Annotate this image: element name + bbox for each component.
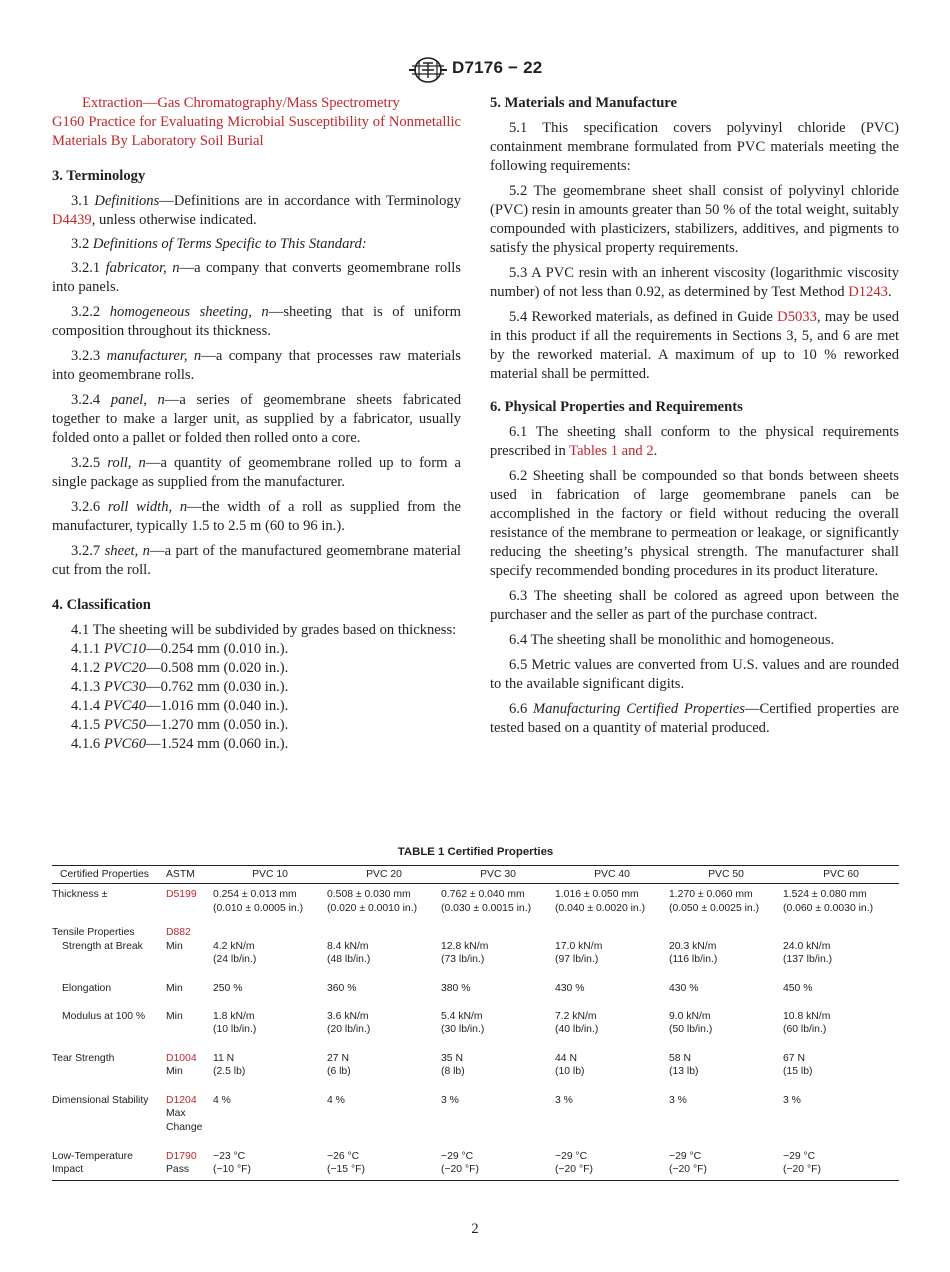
column-header: PVC 60	[823, 868, 859, 880]
value-cell: −29 °C (−20 °F)	[441, 1150, 479, 1176]
reference-code-link[interactable]: G160	[52, 114, 85, 130]
value-cell: 3 %	[669, 1094, 687, 1106]
link-d1243[interactable]: D1243	[848, 284, 888, 300]
reference-item	[52, 94, 461, 113]
grade-item: 4.1.4 PVC40—1.016 mm (0.040 in.).	[71, 698, 289, 714]
astm-link[interactable]: D1004	[166, 1052, 197, 1064]
paragraph-5-4: 5.4 Reworked materials, as defined in Guide D5033, may be used in this product if all the requirements in Sections 3, 5, and 6 are met by the reworked material. A maximum of up to 10 % reworked material shall be permitted.	[490, 309, 900, 382]
astm-cell	[166, 926, 213, 940]
left-column	[52, 94, 461, 754]
table-row	[52, 1010, 899, 1052]
document-id: D7176 − 22	[452, 58, 543, 77]
paragraph-5-2: 5.2 The geomembrane sheet shall consist of polyvinyl chloride (PVC) resin in amounts greater than 50 % of the total weight, suitably compounded with plasticizers, stabilizers, additives, and pigments to satisfy the physical property requirements.	[490, 183, 899, 256]
value-cell: 10.8 kN/m (60 lb/in.)	[783, 1010, 831, 1036]
column-header: PVC 10	[252, 868, 288, 880]
grade-item: 4.1.6 PVC60—1.524 mm (0.060 in.).	[71, 736, 289, 752]
astm-link[interactable]: D1204	[166, 1094, 197, 1106]
value-cell: 3 %	[441, 1094, 459, 1106]
paragraph-5-1: 5.1 This specification covers polyvinyl chloride (PVC) containment membrane formulated from PVC materials meeting the following requirements:	[490, 120, 899, 174]
value-cell: 20.3 kN/m (116 lb/in.)	[669, 940, 718, 966]
astm-cell: Min	[166, 982, 183, 994]
value-cell: 380 %	[441, 982, 471, 994]
definition-item: 3.2.4 panel, n—a series of geomembrane sheets fabricated together to make a larger unit, as supplied by a fabricator, usually folded onto a pallet or folded then rolled onto a core.	[52, 392, 461, 446]
property-cell: Thickness ±	[52, 889, 108, 901]
column-header: ASTM	[166, 868, 195, 880]
value-cell: 3.6 kN/m (20 lb/in.)	[327, 1010, 371, 1036]
section-heading-classification: 4. Classification	[52, 597, 151, 613]
astm-link[interactable]: D5199	[166, 889, 197, 901]
definition-item: 3.2.5 roll, n—a quantity of geomembrane rolled up to form a single package as supplied from the manufacturer.	[52, 455, 461, 490]
definition-item: 3.2.2 homogeneous sheeting, n—sheeting that is of uniform composition throughout its thickness.	[52, 304, 461, 339]
link-d4439[interactable]: D4439	[52, 212, 92, 228]
value-cell: 5.4 kN/m (30 lb/in.)	[441, 1010, 485, 1036]
astm-cell	[166, 884, 213, 926]
value-cell: 4.2 kN/m (24 lb/in.)	[213, 940, 257, 966]
value-cell: 0.762 ± 0.040 mm (0.030 ± 0.0015 in.)	[441, 889, 532, 914]
column-header: Certified Properties	[60, 868, 149, 880]
astm-link[interactable]: D882	[166, 926, 191, 938]
astm-link[interactable]: D1790	[166, 1150, 197, 1162]
value-cell: 4 %	[213, 1094, 231, 1106]
value-cell: 24.0 kN/m (137 lb/in.)	[783, 940, 833, 966]
reference-text[interactable]: Extraction—Gas Chromatography/Mass Spectrometry	[82, 95, 400, 111]
property-cell: Dimensional Stability	[52, 1094, 149, 1106]
paragraph-6-3: 6.3 The sheeting shall be colored as agreed upon between the purchaser and the seller as part of the purchase contract.	[490, 588, 899, 623]
section-heading-terminology: 3. Terminology	[52, 168, 146, 184]
link-tables-1-and-2[interactable]: Tables 1 and 2	[569, 443, 654, 459]
value-cell: 8.4 kN/m (48 lb/in.)	[327, 940, 371, 966]
value-cell: 58 N (13 lb)	[669, 1052, 699, 1078]
value-cell: 9.0 kN/m (50 lb/in.)	[669, 1010, 713, 1036]
value-cell: 4 %	[327, 1094, 345, 1106]
value-cell: 44 N (10 lb)	[555, 1052, 585, 1078]
value-cell: 360 %	[327, 982, 357, 994]
property-cell: Tensile Properties	[52, 926, 135, 938]
value-cell: 17.0 kN/m (97 lb/in.)	[555, 940, 603, 966]
table-row	[52, 1052, 899, 1094]
reference-item	[52, 113, 461, 151]
table-row	[52, 884, 899, 926]
page-number: 2	[471, 1221, 479, 1237]
value-cell: −29 °C (−20 °F)	[783, 1150, 821, 1176]
column-header: PVC 20	[366, 868, 402, 880]
value-cell: 1.8 kN/m (10 lb/in.)	[213, 1010, 257, 1036]
paragraph-4-1: 4.1 The sheeting will be subdivided by grades based on thickness:	[71, 622, 457, 638]
table-row	[52, 982, 899, 1010]
column-header: PVC 30	[480, 868, 516, 880]
value-cell: −23 °C (−10 °F)	[213, 1150, 251, 1176]
paragraph-6-1: 6.1 The sheeting shall conform to the physical requirements prescribed in Tables 1 and 2.	[490, 424, 899, 459]
paragraph-6-4: 6.4 The sheeting shall be monolithic and homogeneous.	[509, 632, 835, 648]
astm-cell: Min	[166, 1010, 183, 1022]
table-1	[52, 846, 899, 1181]
paragraph-6-6: 6.6 Manufacturing Certified Properties—Certified properties are tested based on a quantity of material produced.	[490, 701, 899, 736]
column-header: PVC 50	[708, 868, 744, 880]
value-cell: 35 N (8 lb)	[441, 1052, 465, 1078]
reference-text[interactable]: Practice for Evaluating Microbial Susceptibility of Nonmetallic Materials By Laboratory Soil Burial	[52, 114, 461, 149]
value-cell: 450 %	[783, 982, 813, 994]
value-cell: 1.270 ± 0.060 mm (0.050 ± 0.0025 in.)	[669, 889, 760, 914]
definition-item: 3.2.6 roll width, n—the width of a roll as supplied from the manufacturer, typically 1.5 to 2.5 m (60 to 96 in.).	[52, 499, 461, 534]
paragraph-6-5: 6.5 Metric values are converted from U.S. values and are rounded to the available significant digits.	[490, 657, 899, 692]
property-cell: Low-Temperature Impact	[52, 1150, 133, 1176]
property-cell: Modulus at 100 %	[62, 1010, 146, 1022]
table-row	[52, 926, 899, 940]
property-cell: Elongation	[62, 982, 112, 994]
table-header-row	[52, 865, 899, 884]
paragraph-5-3: 5.3 A PVC resin with an inherent viscosity (logarithmic viscosity number) of not less than 0.92, as determined by Test Method D1243.	[490, 265, 899, 300]
grade-item: 4.1.3 PVC30—0.762 mm (0.030 in.).	[71, 679, 289, 695]
value-cell: 430 %	[669, 982, 699, 994]
grade-item: 4.1.2 PVC20—0.508 mm (0.020 in.).	[71, 660, 289, 676]
grade-item: 4.1.1 PVC10—0.254 mm (0.010 in.).	[71, 641, 289, 657]
value-cell: 0.508 ± 0.030 mm (0.020 ± 0.0010 in.)	[327, 889, 418, 914]
section-heading-physical-properties: 6. Physical Properties and Requirements	[490, 399, 743, 415]
value-cell: 3 %	[783, 1094, 801, 1106]
definition-item: 3.2.1 fabricator, n—a company that converts geomembrane rolls into panels.	[52, 260, 461, 295]
value-cell: 1.524 ± 0.080 mm (0.060 ± 0.0030 in.)	[783, 889, 874, 914]
table-title: TABLE 1 Certified Properties	[397, 846, 554, 858]
column-header: PVC 40	[594, 868, 630, 880]
value-cell: 250 %	[213, 982, 243, 994]
astm-cell: D1204 Max Change	[166, 1094, 213, 1150]
grade-item: 4.1.5 PVC50—1.270 mm (0.050 in.).	[71, 717, 289, 733]
value-cell: 3 %	[555, 1094, 573, 1106]
property-cell: Strength at Break	[62, 940, 143, 952]
value-cell: 430 %	[555, 982, 585, 994]
definition-item: 3.2.7 sheet, n—a part of the manufactured geomembrane material cut from the roll.	[52, 543, 461, 578]
paragraph-3-1: 3.1 Definitions—Definitions are in accordance with Terminology D4439, unless otherwise indicated.	[52, 193, 461, 228]
value-cell: 12.8 kN/m (73 lb/in.)	[441, 940, 489, 966]
table-row	[52, 940, 899, 982]
astm-cell: Min	[166, 940, 183, 952]
value-cell: 7.2 kN/m (40 lb/in.)	[555, 1010, 599, 1036]
value-cell: 1.016 ± 0.050 mm (0.040 ± 0.0020 in.)	[555, 889, 646, 914]
paragraph-6-2: 6.2 Sheeting shall be compounded so that bonds between sheets used in fabrication of large geomembrane panels can be accomplished in the factory or field without reducing the overall resistance of the membrane to permeation or leakage, or significantly reducing the sheeting’s physical strength. The manufacturer shall specify recommended bonding procedures in its product literature.	[490, 468, 899, 579]
page-header	[0, 56, 950, 86]
paragraph-3-2: 3.2 Definitions of Terms Specific to This Standard:	[71, 236, 367, 252]
astm-cell: D1004 Min	[166, 1052, 213, 1094]
value-cell: −26 °C (−15 °F)	[327, 1150, 365, 1176]
value-cell: 11 N (2.5 lb)	[213, 1052, 246, 1078]
property-cell: Tear Strength	[52, 1052, 115, 1064]
right-column	[490, 94, 899, 738]
value-cell: 0.254 ± 0.013 mm (0.010 ± 0.0005 in.)	[213, 889, 304, 914]
value-cell: −29 °C (−20 °F)	[555, 1150, 593, 1176]
link-d5033[interactable]: D5033	[777, 309, 817, 325]
table-row	[52, 1094, 899, 1150]
definition-item: 3.2.3 manufacturer, n—a company that processes raw materials into geomembrane rolls.	[52, 348, 461, 383]
value-cell: 67 N (15 lb)	[783, 1052, 813, 1078]
table-row	[52, 1150, 899, 1181]
astm-logo-icon	[408, 57, 448, 83]
value-cell: −29 °C (−20 °F)	[669, 1150, 707, 1176]
value-cell: 27 N (6 lb)	[327, 1052, 351, 1078]
section-heading-materials: 5. Materials and Manufacture	[490, 95, 677, 111]
certified-properties-table	[52, 865, 899, 1182]
astm-cell: D1790 Pass	[166, 1150, 213, 1181]
